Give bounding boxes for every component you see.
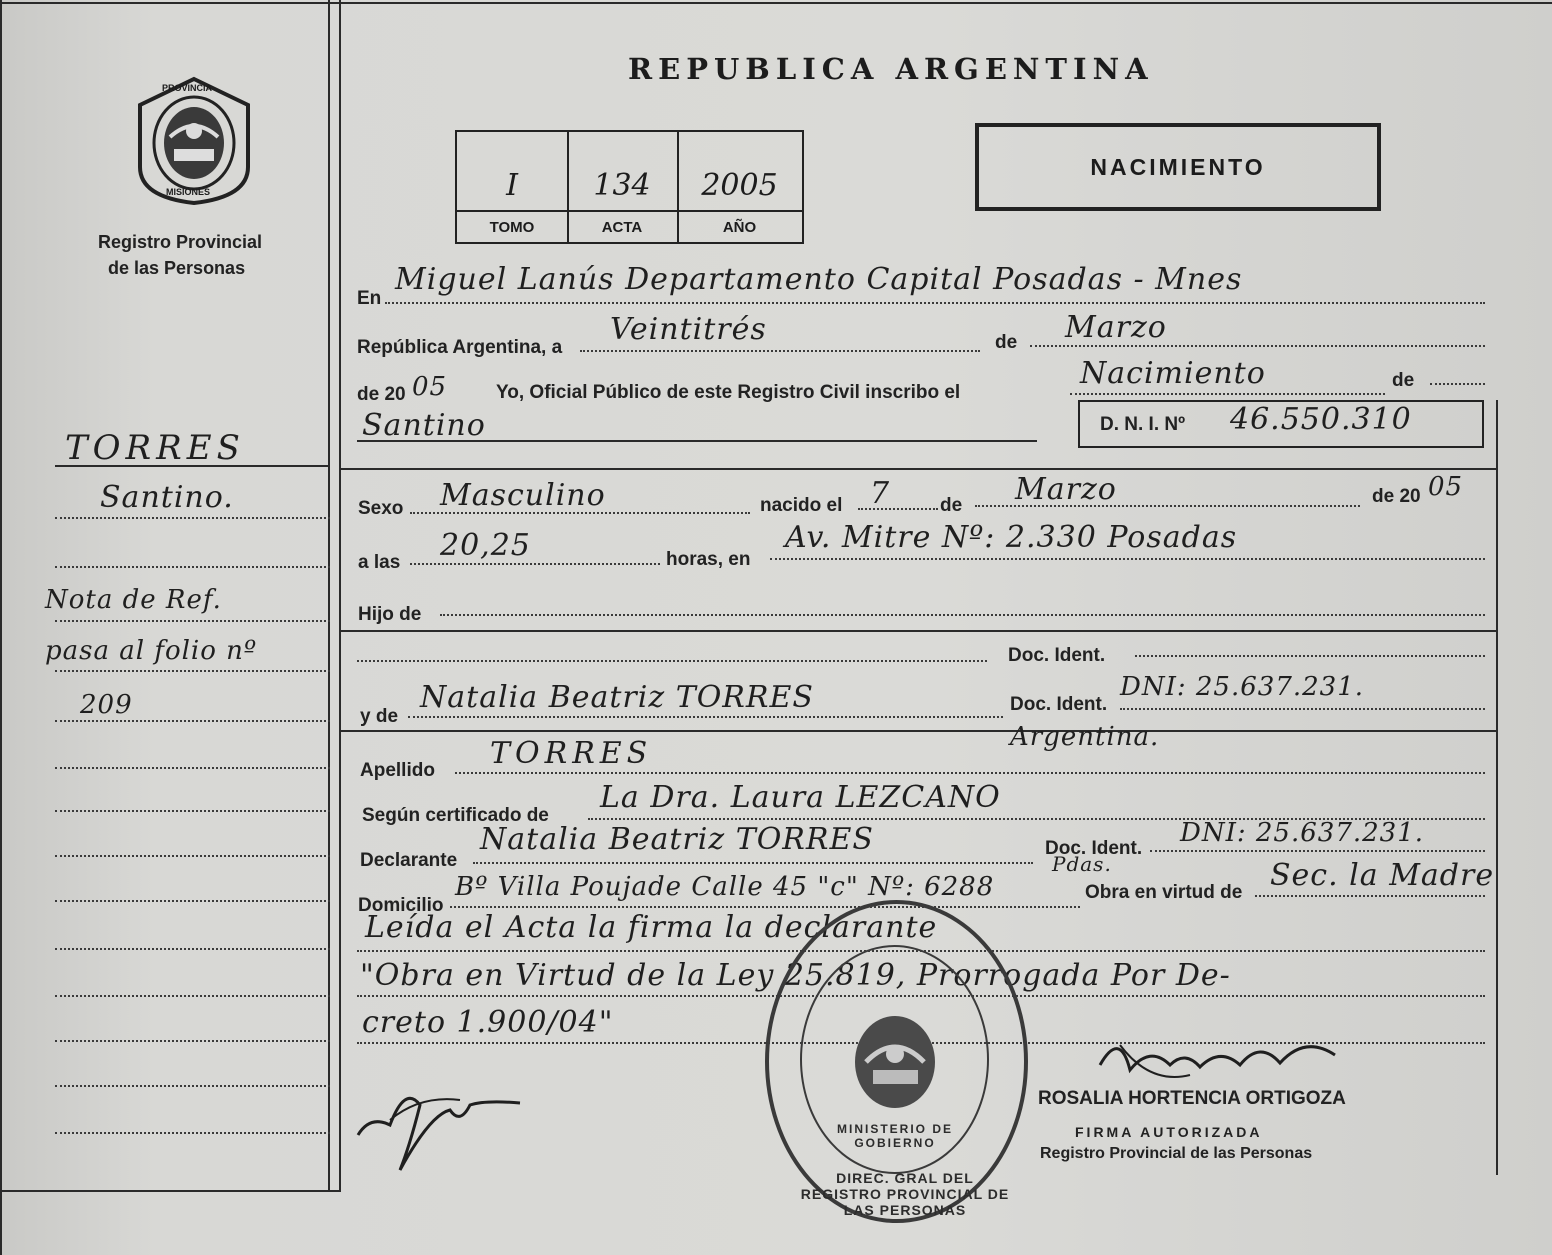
tomo-value: I bbox=[506, 168, 518, 203]
en-value: Miguel Lanús Departamento Capital Posadas - Mnes bbox=[395, 262, 1243, 297]
acta-label: ACTA bbox=[601, 219, 643, 236]
right-border bbox=[1496, 400, 1498, 1175]
declarante-label: Declarante bbox=[360, 850, 458, 871]
top-border bbox=[0, 2, 1552, 4]
de-label-3: de bbox=[940, 495, 963, 516]
birth-year-prefix: de 20 bbox=[1372, 486, 1421, 507]
sidebar-line bbox=[55, 620, 330, 622]
provincial-seal-logo bbox=[130, 75, 258, 205]
sidebar-note-line3: 209 bbox=[80, 690, 133, 720]
sidebar-line bbox=[55, 670, 330, 672]
domicilio-label: Domicilio bbox=[358, 895, 444, 916]
republica-label: República Argentina, a bbox=[357, 337, 563, 358]
seal-top-text: PROVINCIA bbox=[162, 83, 213, 93]
record-type-box: NACIMIENTO bbox=[975, 123, 1381, 211]
en-label: En bbox=[357, 288, 382, 309]
sidebar-line bbox=[55, 720, 330, 722]
sidebar-line bbox=[55, 566, 330, 568]
remark-line1: Leída el Acta la firma la declarante bbox=[365, 910, 938, 945]
tomo-label: TOMO bbox=[489, 219, 535, 236]
mother-doc-value: DNI: 25.637.231. bbox=[1120, 672, 1365, 702]
obra-value: Sec. la Madre bbox=[1270, 858, 1495, 893]
sidebar-given-name: Santino. bbox=[100, 480, 234, 515]
tomo-cell bbox=[457, 132, 569, 242]
registry-name-line2: de las Personas bbox=[108, 258, 246, 278]
sidebar-line bbox=[55, 810, 330, 812]
margin-signature bbox=[350, 1075, 530, 1175]
sidebar-line bbox=[55, 995, 330, 997]
sidebar-line bbox=[55, 900, 330, 902]
sexo-label: Sexo bbox=[358, 498, 404, 519]
domicilio-value: Bº Villa Poujade Calle 45 "c" Nº: 6288 bbox=[455, 872, 995, 902]
sidebar-line bbox=[55, 1132, 330, 1134]
year-prefix: de 20 bbox=[357, 384, 406, 405]
stamp-outer-text: DIREC. GRAL DEL REGISTRO PROVINCIAL DE LAS PERSONAS bbox=[800, 1170, 1010, 1218]
sidebar-bottom-border bbox=[0, 1190, 341, 1192]
sidebar-note-line1: Nota de Ref. bbox=[45, 585, 222, 615]
sidebar-line bbox=[55, 855, 330, 857]
acta-cell bbox=[567, 132, 679, 242]
horas-label: horas, en bbox=[666, 549, 751, 570]
official-name: ROSALIA HORTENCIA ORTIGOZA bbox=[1038, 1088, 1346, 1109]
certificado-value: La Dra. Laura LEZCANO bbox=[600, 780, 1001, 815]
apellido-label: Apellido bbox=[360, 760, 435, 781]
sidebar-line bbox=[55, 948, 330, 950]
a-las-label: a las bbox=[358, 552, 401, 573]
declarante-doc-label: Doc. Ident. bbox=[1045, 838, 1143, 859]
child-name: Santino bbox=[362, 408, 486, 443]
sidebar-line bbox=[55, 767, 330, 769]
nacido-label: nacido el bbox=[760, 495, 843, 516]
birth-day: 7 bbox=[870, 476, 891, 511]
declarante-doc-value: DNI: 25.637.231. bbox=[1180, 818, 1425, 848]
day-words: Veintitrés bbox=[610, 312, 767, 347]
seal-bottom-text: MISIONES bbox=[166, 187, 211, 197]
remark-line3: creto 1.900/04" bbox=[362, 1005, 614, 1040]
nationality-value: Argentina. bbox=[1010, 722, 1160, 752]
ano-value: 2005 bbox=[701, 168, 778, 203]
oficial-text: Yo, Oficial Público de este Registro Civil inscribo el bbox=[496, 382, 961, 403]
apellido-value: TORRES bbox=[490, 736, 653, 771]
inscribo-value: Nacimiento bbox=[1080, 356, 1266, 391]
country-title: REPUBLICA ARGENTINA bbox=[628, 52, 1154, 86]
sexo-value: Masculino bbox=[440, 478, 606, 513]
birth-month: Marzo bbox=[1015, 472, 1117, 507]
column-divider-right bbox=[339, 0, 341, 1190]
de-label: de bbox=[995, 332, 1018, 353]
father-doc-ident-label: Doc. Ident. bbox=[1008, 645, 1106, 666]
place-value: Av. Mitre Nº: 2.330 Posadas bbox=[785, 520, 1238, 555]
declarante-value: Natalia Beatriz TORRES bbox=[480, 822, 874, 857]
domicilio-city: Pdas. bbox=[1052, 852, 1112, 876]
sidebar-line bbox=[55, 1085, 330, 1087]
dni-label: D. N. I. Nº bbox=[1100, 414, 1186, 435]
hijo-label: Hijo de bbox=[358, 604, 422, 625]
remark-line2: "Obra en Virtud de la Ley 25.819, Prorrogada Por De- bbox=[360, 958, 1231, 993]
year-suffix: 05 bbox=[412, 372, 448, 402]
certificado-label: Según certificado de bbox=[362, 805, 549, 826]
hour-value: 20,25 bbox=[440, 528, 531, 563]
stamp-inner-text: MINISTERIO DE GOBIERNO bbox=[836, 1122, 953, 1150]
column-divider-left bbox=[328, 0, 330, 1190]
ano-label: AÑO bbox=[722, 219, 757, 236]
official-signature bbox=[1090, 1025, 1350, 1095]
acta-value: 134 bbox=[593, 168, 651, 203]
dni-box bbox=[1078, 400, 1484, 448]
left-edge bbox=[0, 0, 2, 1255]
month-registered: Marzo bbox=[1065, 310, 1167, 345]
office-name: Registro Provincial de las Personas bbox=[1040, 1145, 1313, 1162]
registry-name-line1: Registro Provincial bbox=[98, 232, 263, 252]
firma-label: FIRMA AUTORIZADA bbox=[1075, 1124, 1263, 1140]
mother-name: Natalia Beatriz TORRES bbox=[420, 680, 814, 715]
dni-value: 46.550.310 bbox=[1230, 402, 1412, 437]
mother-doc-label: Doc. Ident. bbox=[1010, 694, 1108, 715]
registry-number-box bbox=[455, 130, 804, 244]
y-de-label: y de bbox=[360, 706, 399, 727]
birth-year-suffix: 05 bbox=[1428, 472, 1464, 502]
sidebar-note-line2: pasa al folio nº bbox=[45, 636, 258, 666]
sidebar-surname: TORRES bbox=[65, 428, 245, 468]
ano-cell bbox=[677, 132, 802, 242]
stamp-coat-of-arms-icon bbox=[848, 1010, 943, 1115]
obra-label: Obra en virtud de bbox=[1085, 882, 1243, 903]
sidebar-line bbox=[55, 517, 330, 519]
sidebar-line bbox=[55, 1040, 330, 1042]
de-label-2: de bbox=[1392, 370, 1415, 391]
